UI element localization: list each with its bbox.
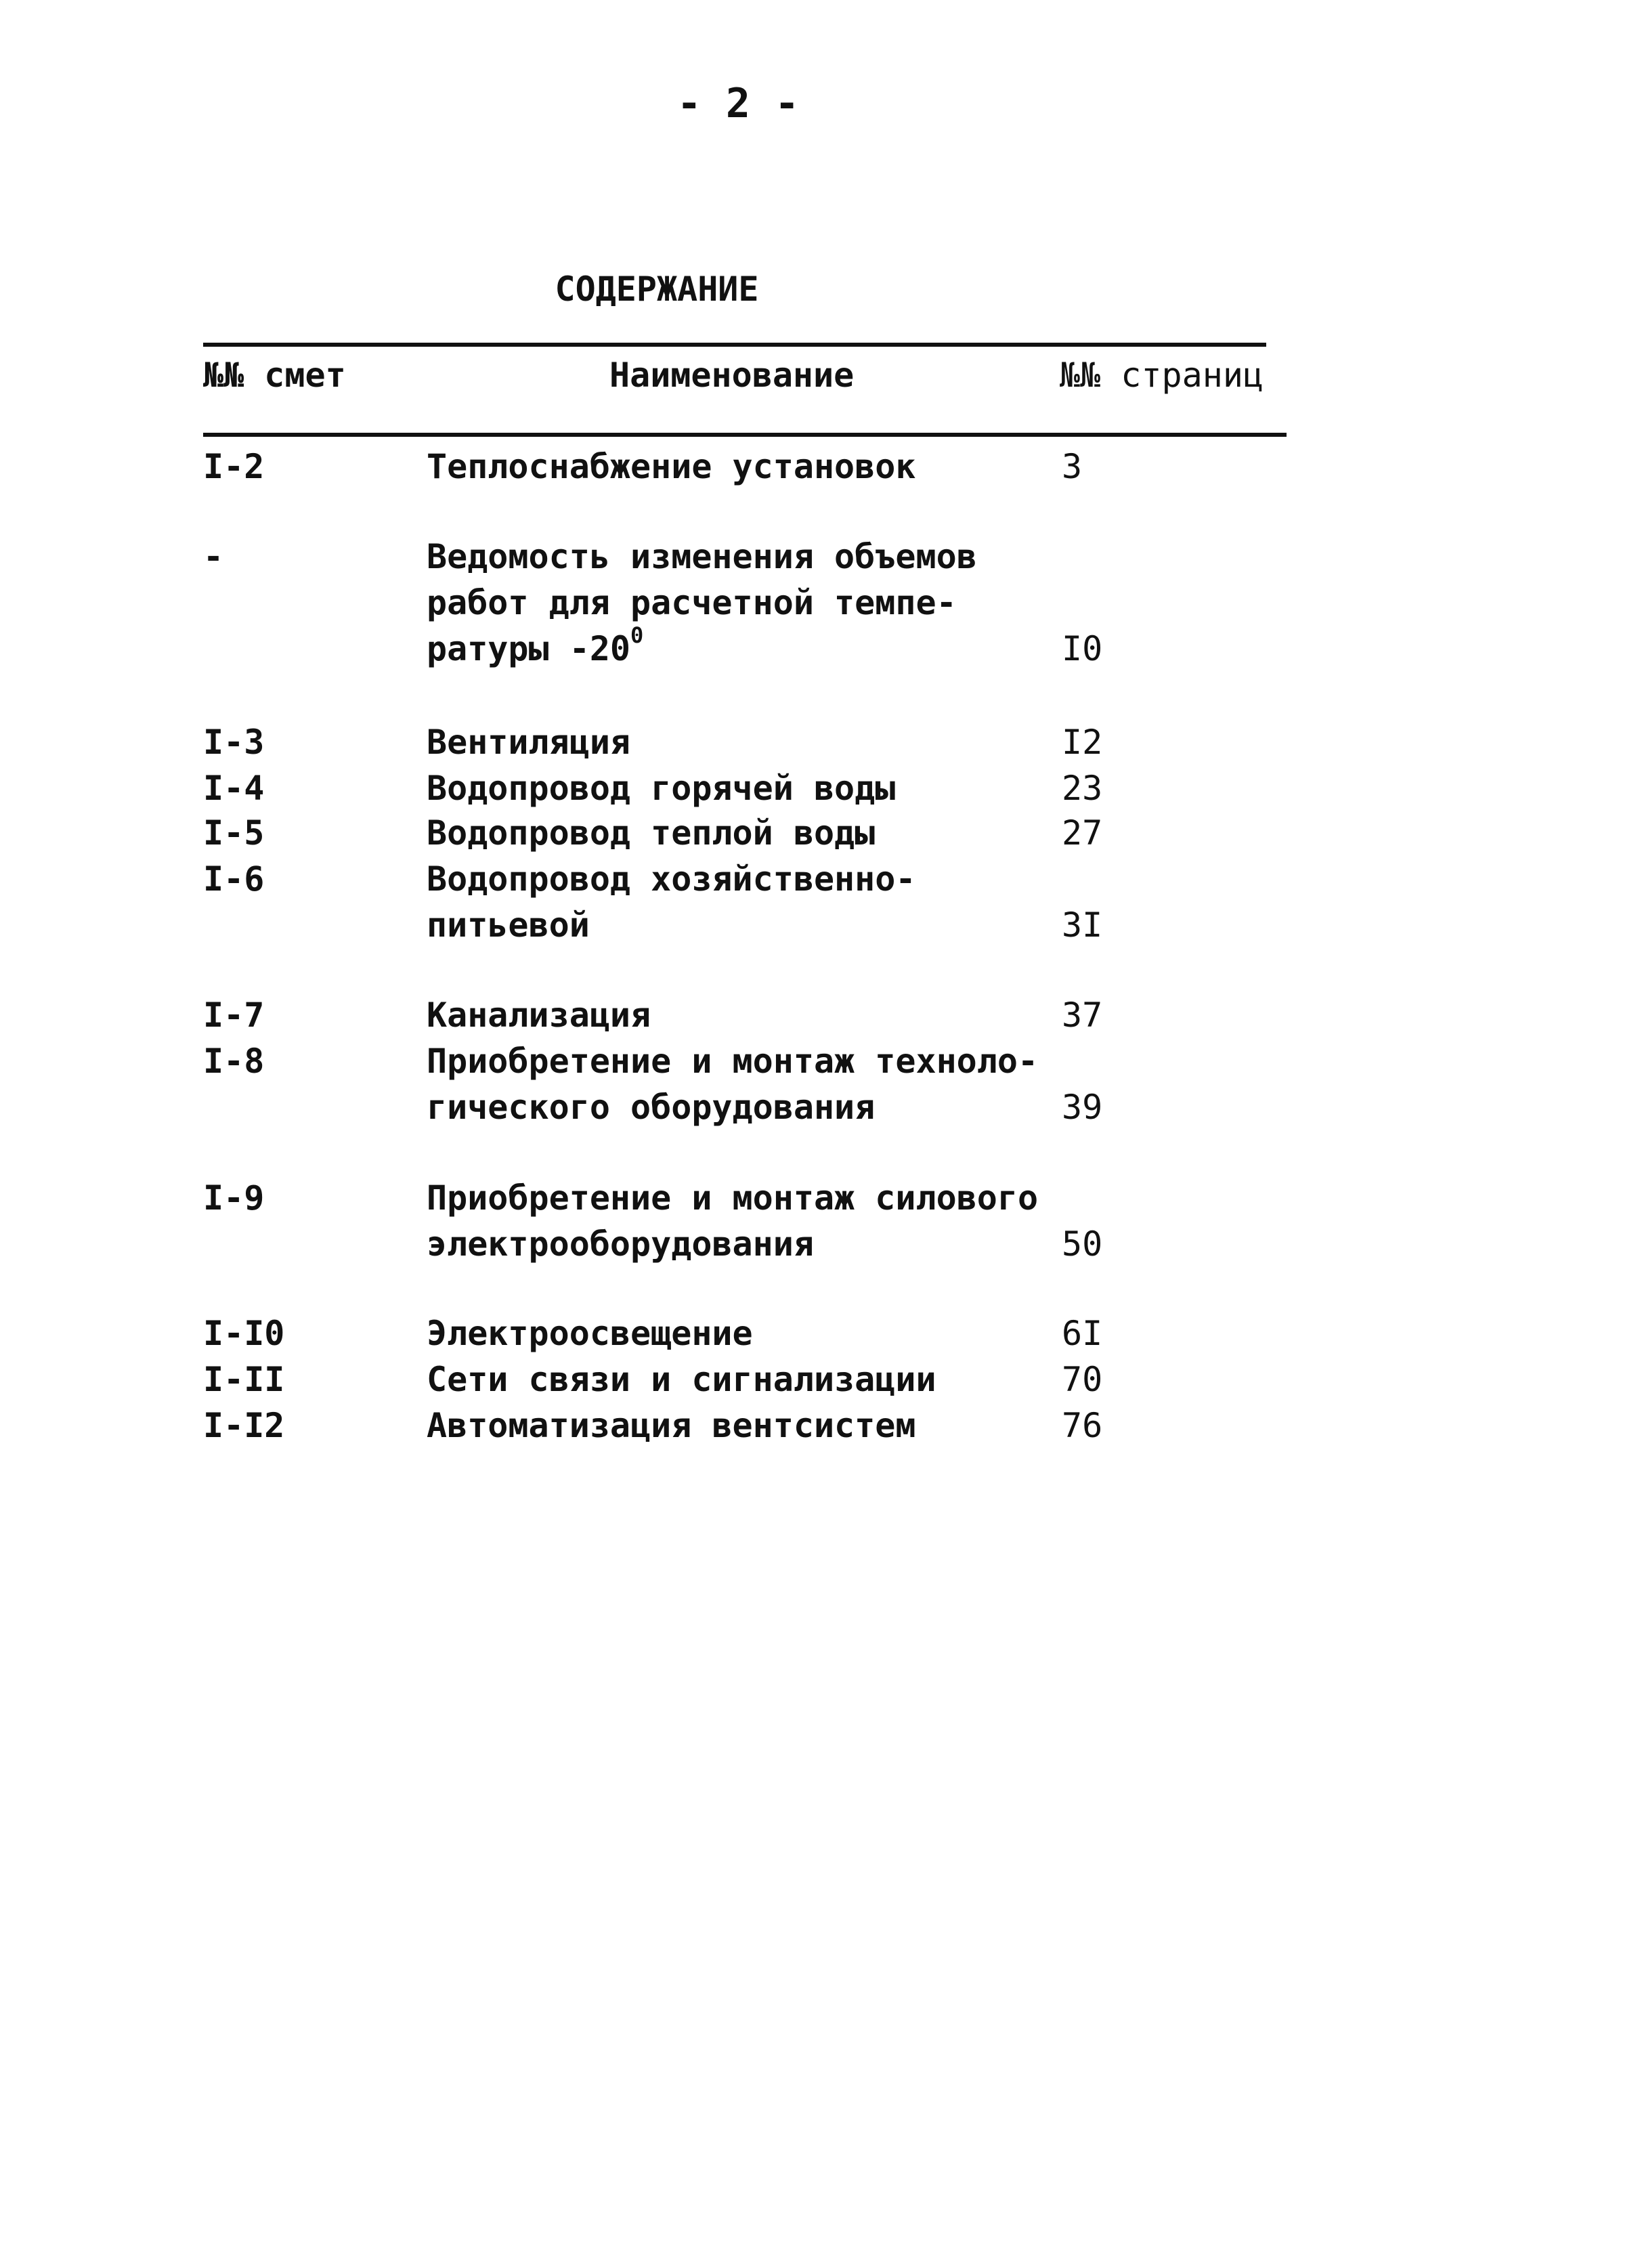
page-number-cell: 39: [1062, 1088, 1103, 1127]
estimate-number: I-9: [203, 1178, 265, 1218]
section-name-line: Сети связи и сигнализации: [427, 1360, 936, 1399]
section-name: [427, 534, 977, 672]
header-page-number: №№ страниц: [1060, 356, 1264, 395]
section-name-line: Ведомость изменения объемов: [427, 537, 977, 576]
section-name-line: Водопровод хозяйственно-: [427, 859, 916, 899]
estimate-number: I-2: [203, 447, 265, 486]
estimate-number: I-3: [203, 723, 265, 762]
degree-superscript: 0: [630, 622, 644, 648]
page-number-cell: 27: [1062, 813, 1103, 853]
page-number-cell: 70: [1062, 1360, 1103, 1399]
section-name-line: Водопровод теплой воды: [427, 813, 876, 853]
section-name-line: Приобретение и монтаж техноло-: [427, 1042, 1039, 1081]
page-number-cell: 50: [1062, 1224, 1103, 1264]
section-name: [427, 992, 651, 1038]
section-name: [427, 1356, 936, 1403]
estimate-number: I-I0: [203, 1314, 285, 1353]
section-name: [427, 1175, 1038, 1267]
section-name-line: работ для расчетной темпе-: [427, 583, 957, 622]
section-name-line: Электроосвещение: [427, 1314, 753, 1353]
section-name: [427, 810, 875, 856]
section-name: [427, 1403, 915, 1449]
table-header-rule: [203, 433, 1287, 437]
section-name: [427, 1038, 1038, 1130]
page-number-cell: I2: [1062, 723, 1103, 762]
page-number-cell: 37: [1062, 996, 1103, 1035]
section-name-line: гического оборудования: [427, 1088, 876, 1127]
section-name: [427, 719, 630, 765]
page-number-cell: 23: [1062, 769, 1103, 808]
page-number: - 2 -: [676, 80, 800, 127]
page-number-cell: I0: [1062, 629, 1103, 668]
section-name-line: Теплоснабжение установок: [427, 447, 916, 486]
estimate-number: I-6: [203, 859, 265, 899]
page-number-cell: 6I: [1062, 1314, 1103, 1353]
section-name-line: ратуры $-20^0$: [427, 622, 644, 668]
estimate-number: I-7: [203, 996, 265, 1035]
document-title: СОДЕРЖАНИЕ: [555, 270, 759, 309]
section-name: [427, 444, 915, 490]
section-name-line: Вентиляция: [427, 723, 631, 762]
section-name-line: Водопровод горячей воды: [427, 769, 896, 808]
header-name: Наименование: [609, 356, 855, 395]
estimate-number: I-8: [203, 1042, 265, 1081]
estimate-number: I-4: [203, 769, 265, 808]
section-name-line: питьевой: [427, 905, 590, 945]
header-estimate-number: №№ смет: [203, 356, 346, 395]
section-name: [427, 765, 895, 811]
table-top-rule: [203, 343, 1266, 347]
estimate-number: -: [203, 537, 224, 576]
section-name-line: электрооборудования: [427, 1224, 814, 1264]
section-name: [427, 1310, 753, 1356]
estimate-number: I-5: [203, 813, 265, 853]
section-name-line: Автоматизация вентсистем: [427, 1406, 916, 1445]
estimate-number: I-I2: [203, 1406, 285, 1445]
section-name-line: Приобретение и монтаж силового: [427, 1178, 1039, 1218]
section-name: [427, 856, 915, 948]
section-name-line: Канализация: [427, 996, 651, 1035]
page-number-cell: 76: [1062, 1406, 1103, 1445]
page-number-cell: 3: [1062, 447, 1083, 486]
estimate-number: I-II: [203, 1360, 285, 1399]
page-number-cell: 3I: [1062, 905, 1103, 945]
